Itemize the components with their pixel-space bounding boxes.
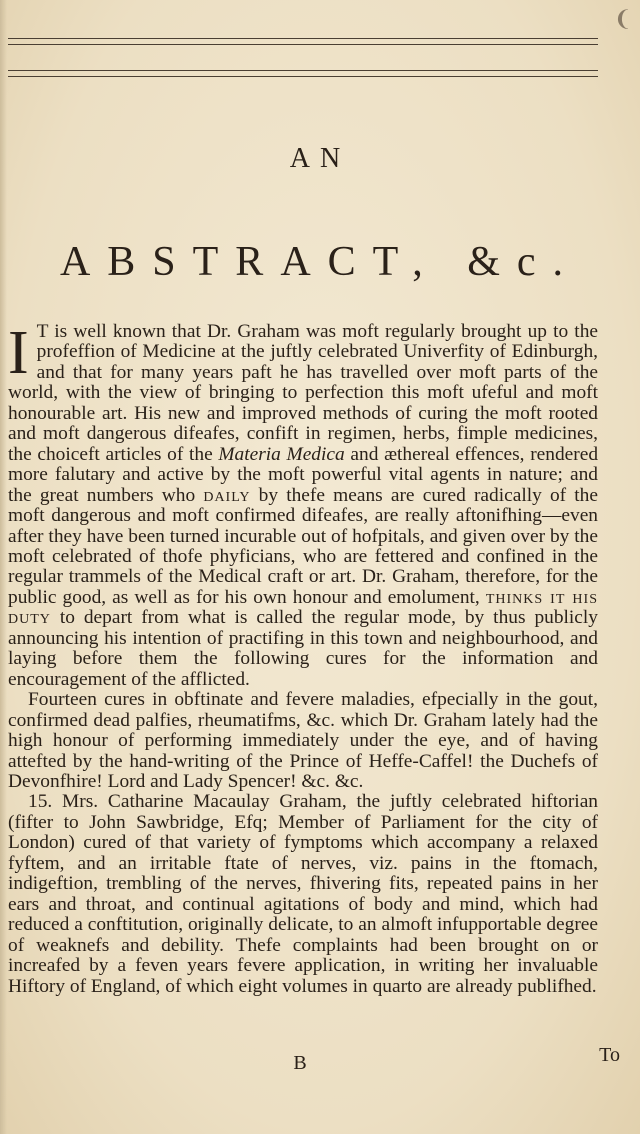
p1-tail: to depart from what is called the regular mode, by thus publicly announcing his intention of practifing in this town and neighbourhood, and laying before them the following cures for the information and encouragement of the afflicted. [8,607,598,690]
catchword: To [599,1044,620,1066]
p1-smallcaps-1: daily [203,484,251,506]
signature-mark: B [293,1052,307,1074]
corner-stain: ❨ [613,6,632,31]
p1-lead: T is well known that Dr. Graham was moft regularly brought up to the profeffion of Medicine at the juftly celebrated Univerfity of Edinburgh, and that for many years paft he has travelled over moft parts of the world, with the view of bringing to perfection this moft ufeful and moft honourable art. His new and improved methods of curing the moft rooted and moft dangerous difeafes, confift in regimen, herbs, fimple medicines, the choiceft articles of the [8,321,598,465]
heading-abstract: ABSTRACT, &c. [59,239,581,285]
paragraph-2: Fourteen cures in obftinate and fevere maladies, efpecially in the gout, confirmed dead palfies, rheumatifms, &c. which Dr. Graham lately had the high honour of performing immediately under the eye, and of having attefted by the hand-writing of the Prince of Heffe-Caffel! the Duchefs of Devonfhire! Lord and Lady Spencer! &c. &c. [8,689,598,792]
p1-smallcaps-2: thinks it his duty [8,586,598,629]
body-text [8,319,599,997]
paragraph-3: 15. Mrs. Catharine Macaulay Graham, the juftly celebrated hiftorian (fifter to John Sawbridge, Efq; Member of Parliament for the city of London) cured of that variety of fymptoms which accompany a relaxed fyftem, and an irritable ftate of nerves, viz. pains in the ftomach, indigeftion, trembling of the nerves, fhivering fits, repeated pains in her ears and throat, and continual agitations of body and mind, which had reduced a conftitution, originally delicate, to an almoft infupportable degree of weaknefs and debility. Thefe complaints had been brought on or increafed by a feven years fevere application, in writing her invaluable Hiftory of England, of which eight volumes in quarto are already publifhed. [8,791,598,997]
p1-mid2: by thefe means are cured radically of the moft dangerous and moft confirmed difeafes, are really aftonifhing—even after they have been turned incurable out of hofpitals, and given over by the moft celebrated of thofe phyficians, who are fettered and confined in the regular trammels of the Medical craft or art. Dr. Graham, therefore, for the public good, as well as for his own honour and emolument, [8,484,598,608]
p1-italic: Materia Medica [218,443,345,465]
heading-an: AN [289,143,351,174]
paragraph-1 [8,319,599,690]
drop-cap: I [8,319,29,387]
top-rule-4 [8,76,598,77]
top-rule-2 [8,44,598,45]
p1-mid: and æthereal effences, rendered more falutary and active by the moft powerful vital agents in nature; and the great numbers who [8,443,599,506]
top-rule-3 [8,70,598,71]
top-rule-1 [8,38,598,39]
